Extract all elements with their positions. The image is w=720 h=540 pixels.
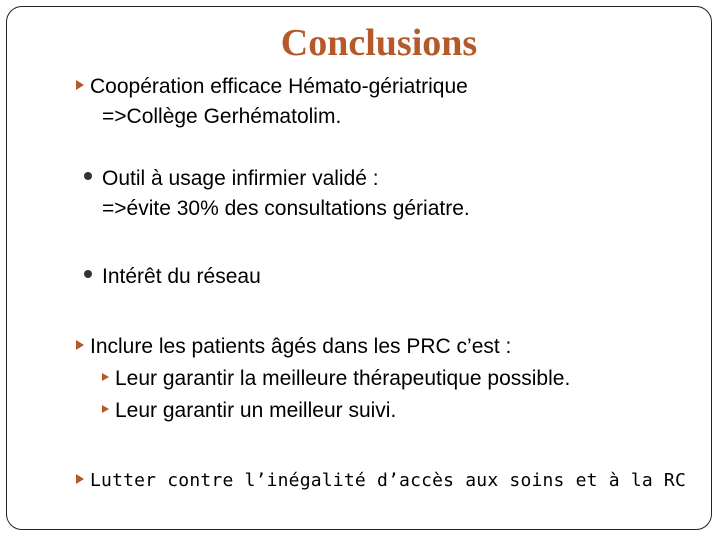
arrow-icon bbox=[102, 373, 109, 381]
arrow-icon bbox=[76, 474, 84, 484]
item-4-sub-1-text: Leur garantir la meilleure thérapeutique possible. bbox=[115, 367, 571, 390]
arrow-icon bbox=[102, 405, 109, 413]
slide-title: Conclusions bbox=[280, 22, 478, 64]
bullet-icon bbox=[84, 172, 92, 180]
item-2 bbox=[84, 166, 379, 192]
item-4-sub-2 bbox=[102, 398, 396, 424]
item-4-sub-1 bbox=[102, 366, 570, 392]
item-2-line1: Outil à usage infirmier validé : bbox=[102, 167, 379, 190]
item-3-line1: Intérêt du réseau bbox=[102, 265, 261, 288]
item-1-line2: =>Collège Gerhématolim. bbox=[102, 105, 342, 128]
item-1 bbox=[76, 74, 468, 100]
item-3 bbox=[84, 264, 261, 290]
item-4-line1: Inclure les patients âgés dans les PRC c’est : bbox=[90, 335, 512, 358]
item-4 bbox=[76, 334, 511, 360]
item-2-line2: =>évite 30% des consultations gériatre. bbox=[102, 197, 470, 220]
item-4-sub-2-text: Leur garantir un meilleur suivi. bbox=[115, 399, 397, 422]
item-5-line1: Lutter contre l’inégalité d’accès aux soins et à la RC bbox=[90, 470, 686, 491]
item-5 bbox=[76, 468, 686, 494]
bullet-icon bbox=[84, 270, 92, 278]
item-1-line1: Coopération efficace Hémato-gériatrique bbox=[90, 75, 468, 98]
arrow-icon bbox=[76, 80, 84, 90]
arrow-icon bbox=[76, 340, 84, 350]
